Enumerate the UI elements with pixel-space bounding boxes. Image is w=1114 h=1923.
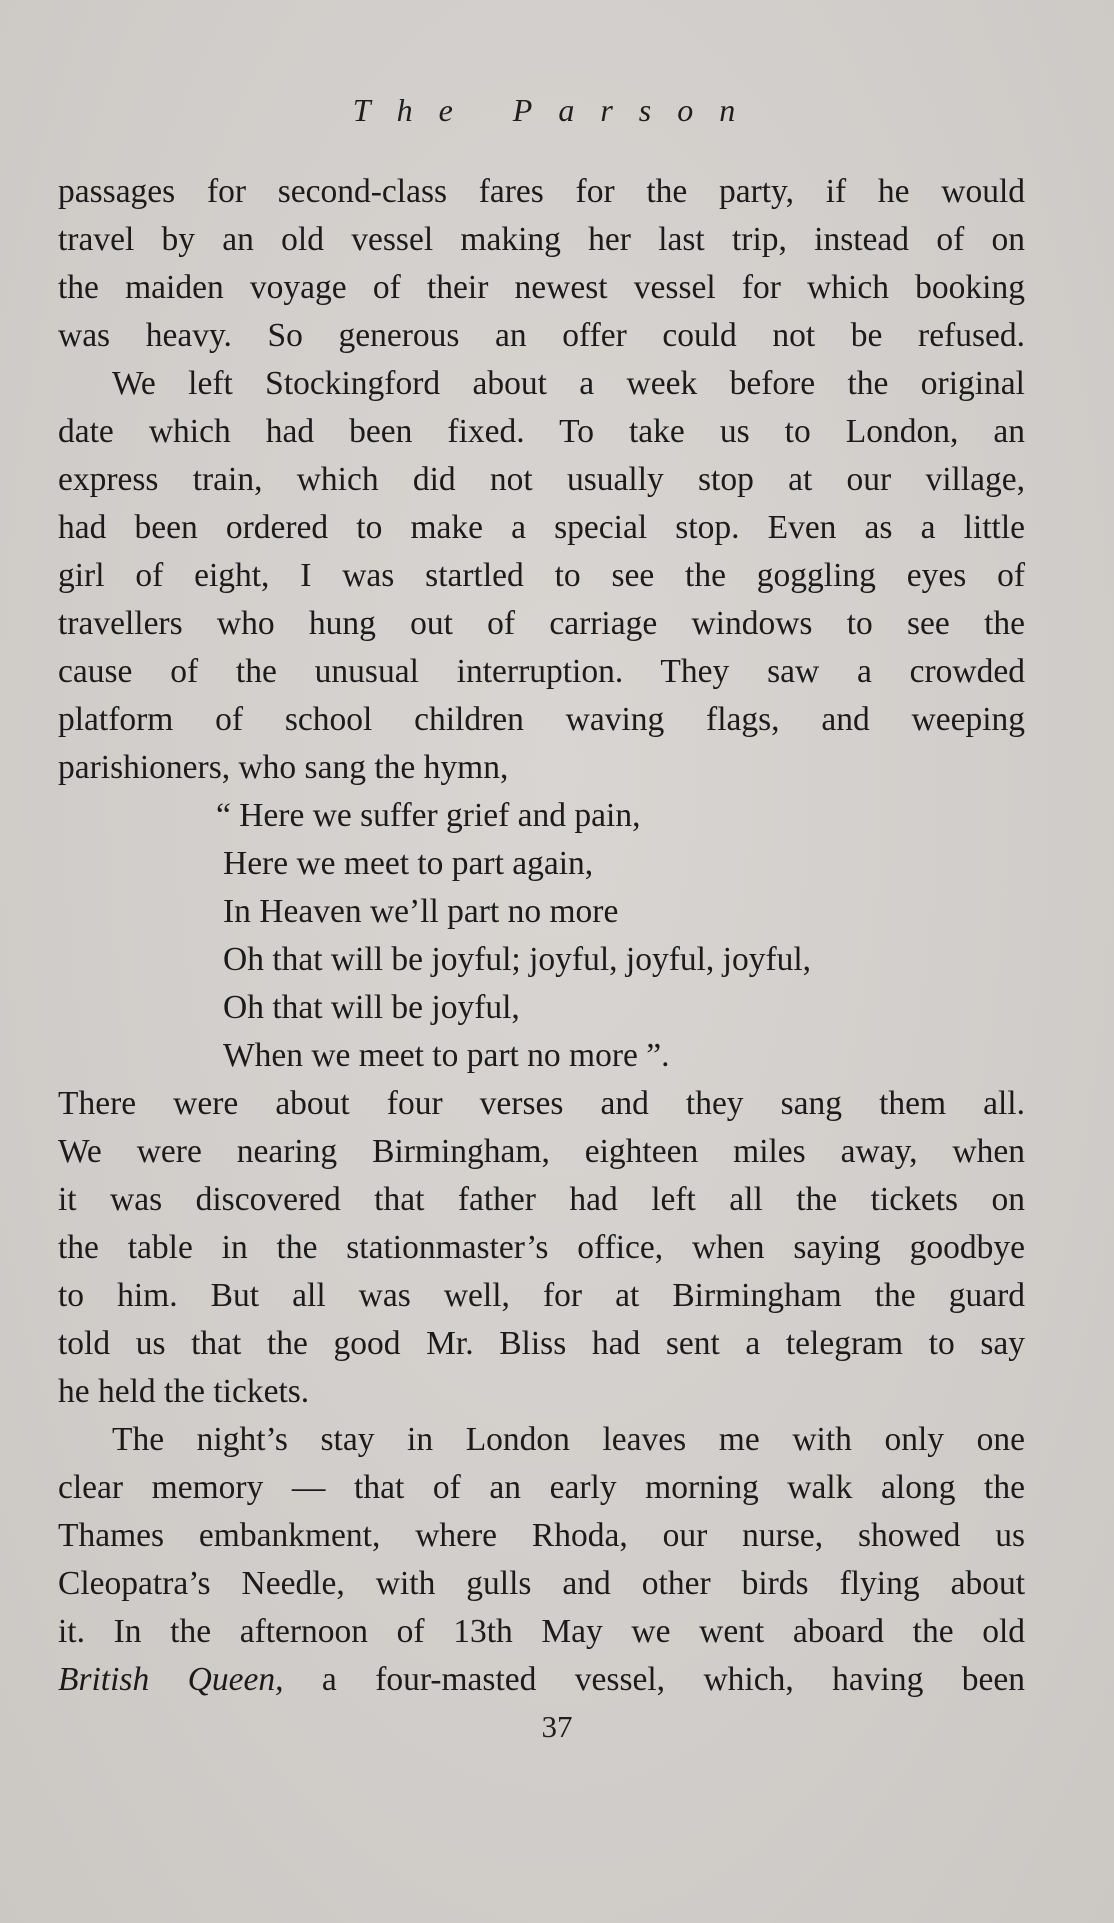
text-line: platform of school children waving flags, and weeping [58, 701, 1025, 738]
hymn-verse-line: Oh that will be joyful; joyful, joyful, joyful, [223, 941, 812, 978]
text-line: to him. But all was well, for at Birmingham the guard [58, 1277, 1025, 1314]
text-line: he held the tickets. [58, 1373, 310, 1410]
text-line: the maiden voyage of their newest vessel for which booking [58, 269, 1025, 306]
text-line: passages for second-class fares for the party, if he would [58, 173, 1025, 210]
hymn-verse-line: “ Here we suffer grief and pain, [216, 797, 641, 834]
text-line [58, 1656, 1025, 1704]
text-line: girl of eight, I was startled to see the goggling eyes of [58, 557, 1025, 594]
text-line: Thames embankment, where Rhoda, our nurse, showed us [58, 1517, 1025, 1554]
hymn-verse-line: Here we meet to part again, [223, 845, 594, 882]
text-line: express train, which did not usually stop at our village, [58, 461, 1025, 498]
text-line: travel by an old vessel making her last trip, instead of on [58, 221, 1025, 258]
running-head: The Parson [352, 92, 762, 128]
text-line: clear memory — that of an early morning walk along the [58, 1469, 1025, 1506]
hymn-verse-line: In Heaven we’ll part no more [223, 893, 619, 930]
page-number: 37 [541, 1709, 573, 1744]
text-line: There were about four verses and they sang them all. [58, 1085, 1025, 1122]
text-line: We were nearing Birmingham, eighteen miles away, when [58, 1133, 1025, 1170]
text-line: it was discovered that father had left all the tickets on [58, 1181, 1025, 1218]
paragraph-start-line: We left Stockingford about a week before the original [112, 365, 1025, 402]
text-line: parishioners, who sang the hymn, [58, 749, 509, 786]
text-line: the table in the stationmaster’s office, when saying goodbye [58, 1229, 1025, 1266]
text-line: it. In the afternoon of 13th May we went aboard the old [58, 1613, 1025, 1650]
text-line: travellers who hung out of carriage windows to see the [58, 605, 1025, 642]
text-line-rest: a four-masted vessel, which, having been [321, 1661, 1026, 1698]
ship-name: British Queen, [58, 1661, 284, 1698]
hymn-verse-line: When we meet to part no more ”. [223, 1037, 670, 1074]
paragraph-start-line: The night’s stay in London leaves me with only one [112, 1421, 1025, 1458]
text-line: told us that the good Mr. Bliss had sent a telegram to say [58, 1325, 1025, 1362]
text-line: was heavy. So generous an offer could not be refused. [58, 317, 1025, 354]
text-line: had been ordered to make a special stop. Even as a little [58, 509, 1025, 546]
text-line: Cleopatra’s Needle, with gulls and other birds flying about [58, 1565, 1025, 1602]
text-line: cause of the unusual interruption. They saw a crowded [58, 653, 1025, 690]
hymn-verse-line: Oh that will be joyful, [223, 989, 520, 1026]
body-text [58, 168, 1025, 1704]
text-line: date which had been fixed. To take us to London, an [58, 413, 1025, 450]
